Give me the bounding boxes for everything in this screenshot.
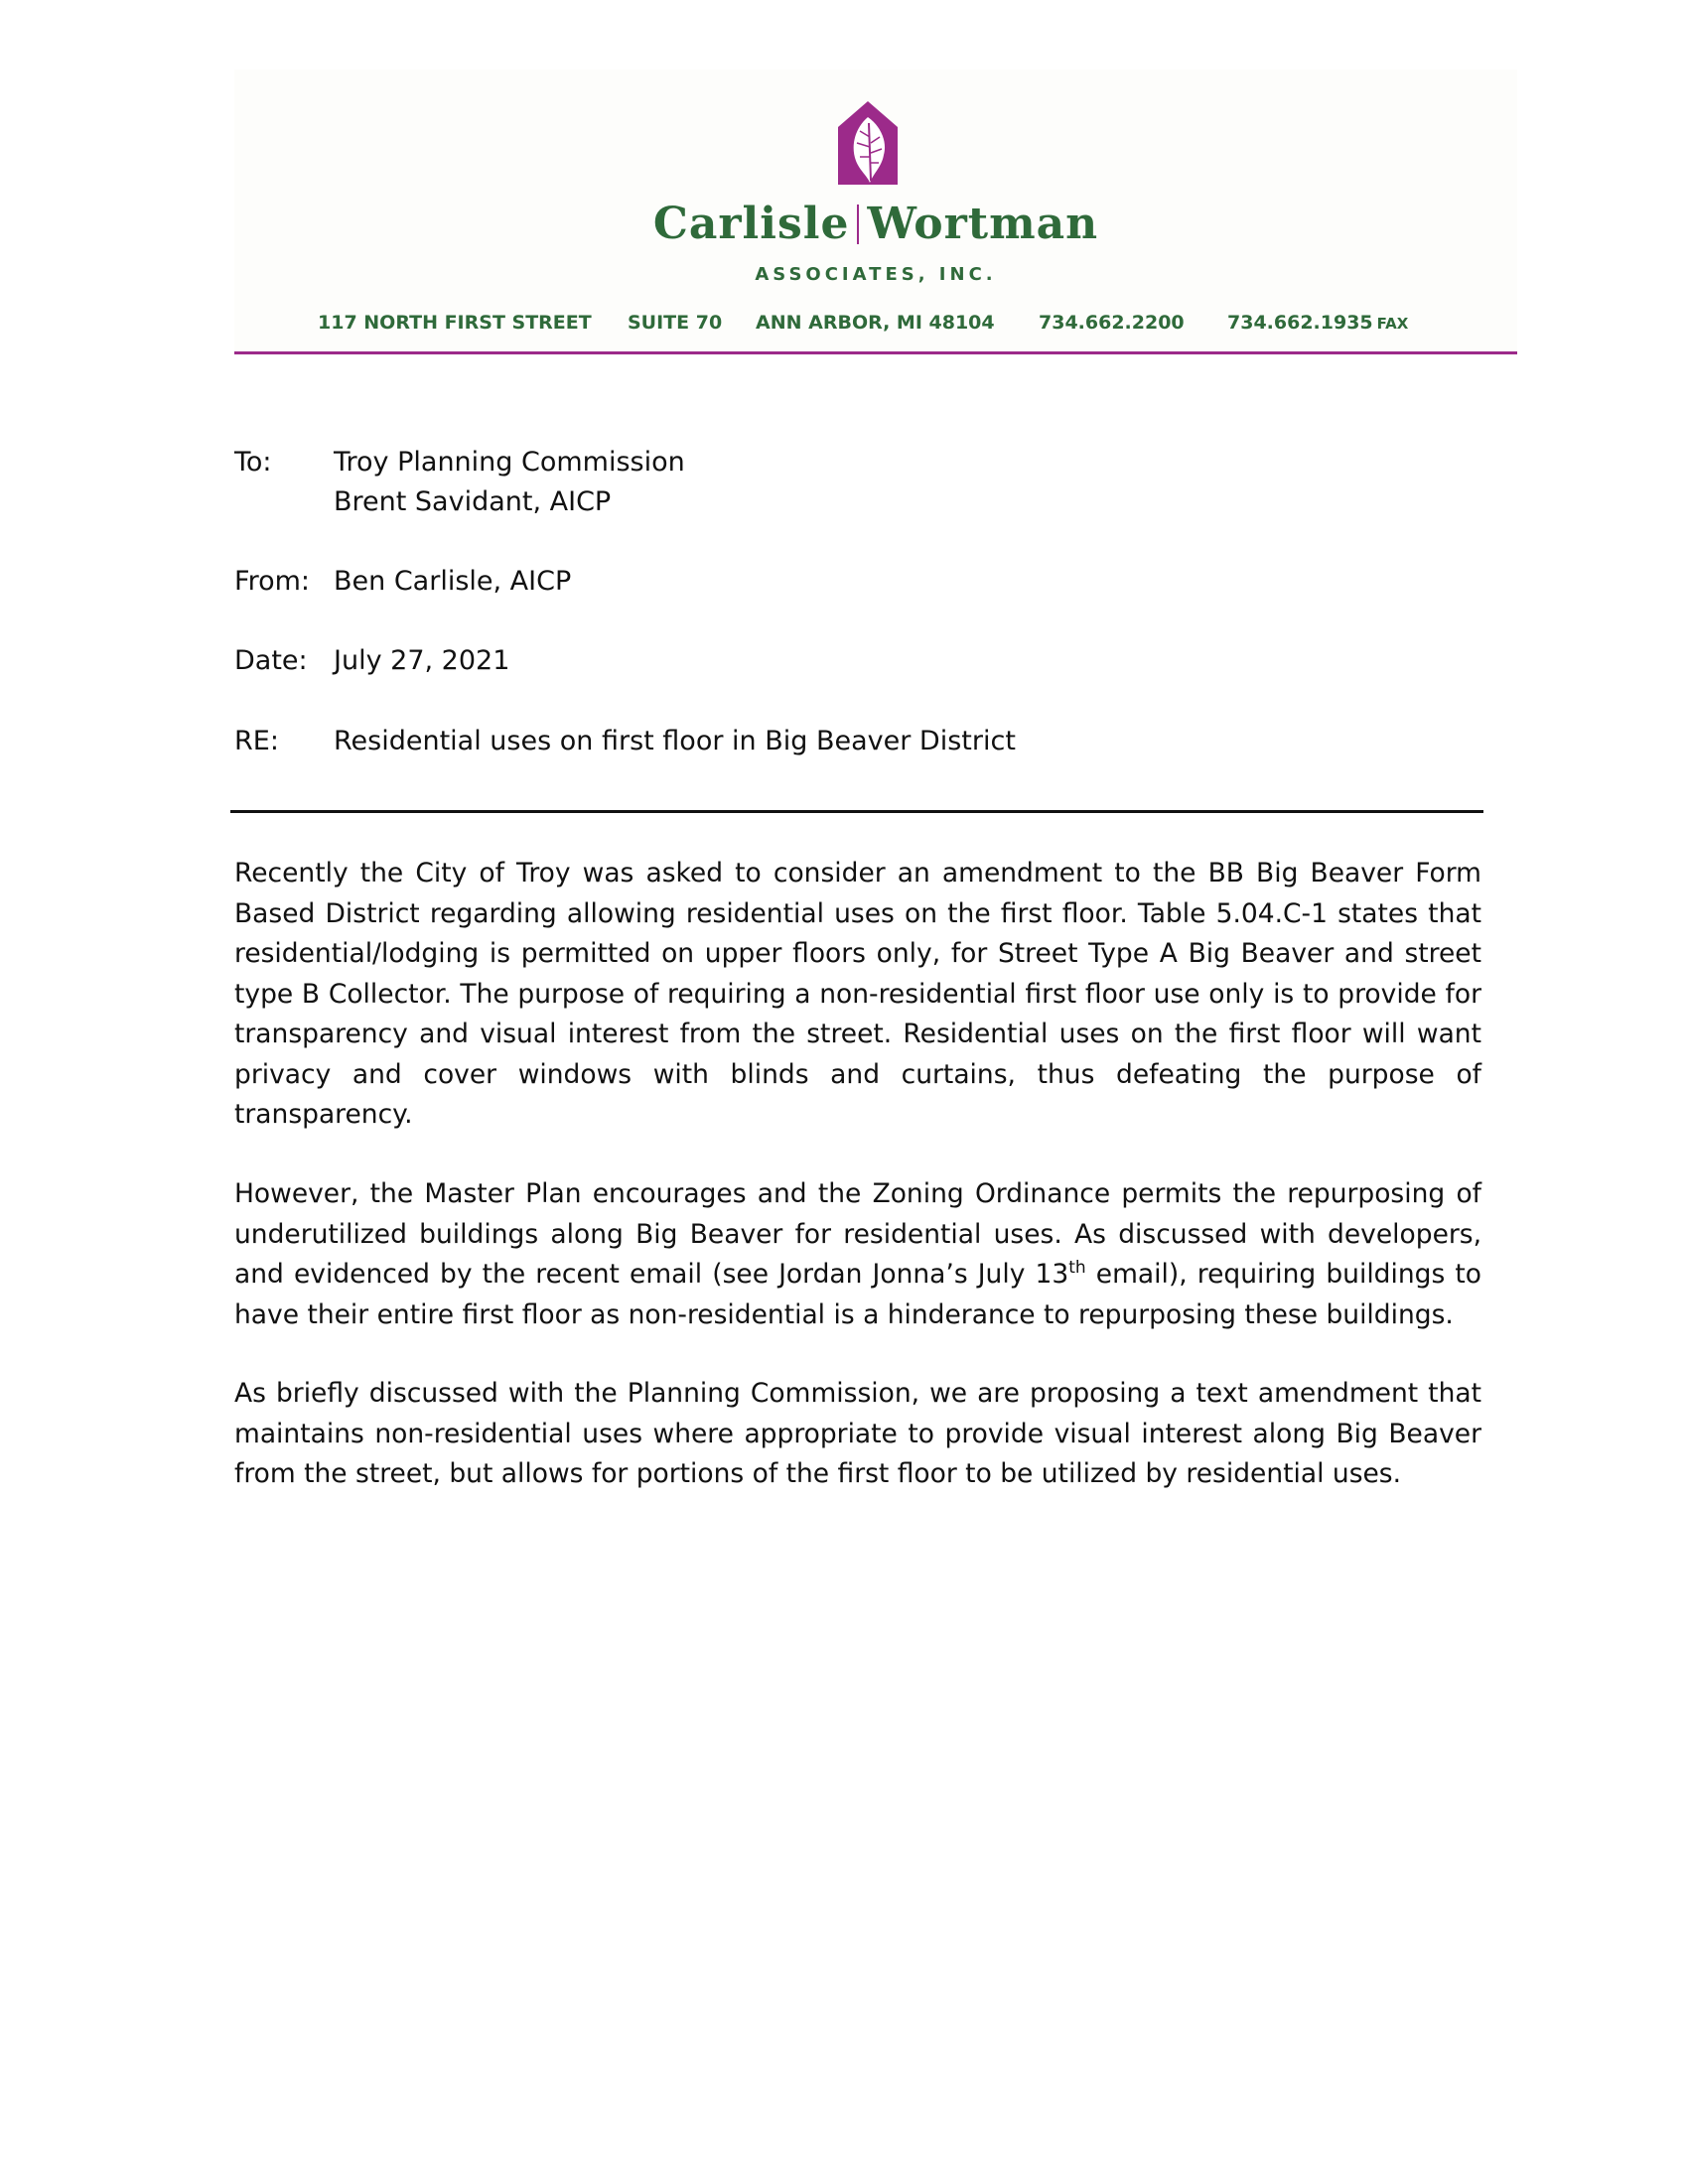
body-paragraph-3: As briefly discussed with the Planning Commission, we are proposing a text amendment that maintains non-residential uses where appropriate to provide visual interest along Big Beaver from the street, but allows for portions of the first floor to be utilized by residential uses. [234, 1378, 1481, 1489]
body-paragraph-2 [234, 1174, 1481, 1335]
body-paragraph-2-part-2: email), requiring buildings to have their entire first floor as non-residential is a hinderance to repurposing these buildings. [234, 1259, 1482, 1330]
to-label: To: [234, 447, 272, 478]
memo-date: July 27, 2021 [334, 645, 510, 676]
address-street: 117 NORTH FIRST STREET [318, 312, 592, 334]
body-paragraph-1: Recently the City of Troy was asked to consider an amendment to the BB Big Beaver Form Based District regarding allowing residential uses on the first floor. Table 5.04.C-1 states that residential/lodging is permitted on upper floors only, for Street Type A Big Beaver and street type B Collector. The purpose of requiring a non-residential first floor use only is to provide for transparency and visual interest from the street. Residential uses on the first floor will want privacy and cover windows with blinds and curtains, thus defeating the purpose of transparency. [234, 858, 1481, 1130]
house-leaf-icon [830, 97, 902, 191]
ordinal-superscript: th [1068, 1258, 1086, 1279]
company-name-right: Wortman [867, 199, 1099, 249]
address-city: ANN ARBOR, MI 48104 [756, 312, 995, 334]
address-suite: SUITE 70 [628, 312, 723, 334]
fax-number: 734.662.1935 [1227, 312, 1373, 334]
memo-subject: Residential uses on first floor in Big Beaver District [334, 726, 1016, 756]
body-paragraph-2-part-1: However, the Master Plan encourages and the Zoning Ordinance permits the repurposing of underutilized buildings along Big Beaver for residential uses. As discussed with developers, and evidenced by the recent email (see Jordan Jonna’s July 13 [234, 1178, 1481, 1290]
from-sender: Ben Carlisle, AICP [334, 566, 572, 597]
letterhead [234, 69, 1517, 355]
letterhead-divider [234, 351, 1517, 354]
re-label: RE: [234, 726, 279, 756]
company-name-left: Carlisle [652, 199, 850, 249]
phone-number: 734.662.2200 [1039, 312, 1185, 334]
brand-divider [857, 205, 859, 244]
fax-label: FAX [1376, 315, 1409, 333]
to-recipient-2: Brent Savidant, AICP [334, 486, 612, 517]
to-recipient-1: Troy Planning Commission [334, 447, 685, 478]
date-label: Date: [234, 645, 308, 676]
from-label: From: [234, 566, 310, 597]
company-subtitle: ASSOCIATES, INC. [755, 264, 997, 285]
memo-divider [230, 810, 1483, 813]
fax-number-line [1227, 312, 1408, 334]
company-name [234, 199, 1517, 249]
